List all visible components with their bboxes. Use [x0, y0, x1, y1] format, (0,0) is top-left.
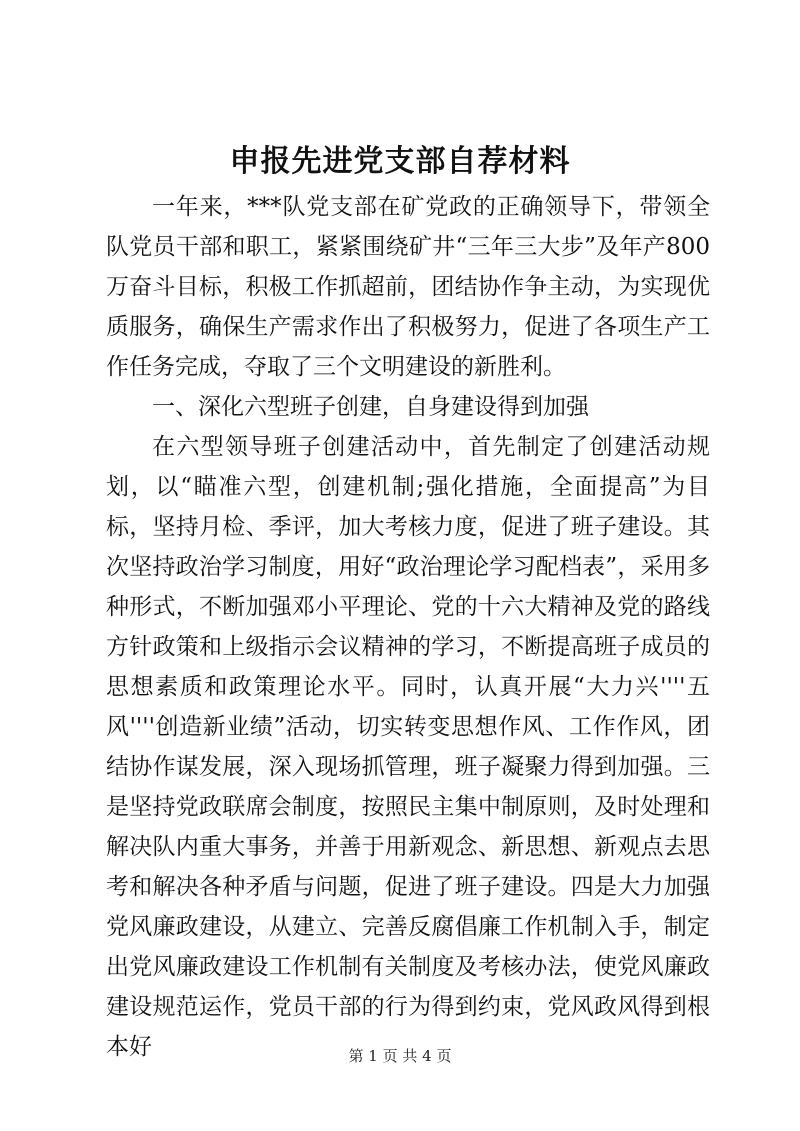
document-title: 申报先进党支部自荐材料 — [229, 144, 571, 179]
page-footer: 第 1 页 共 4 页 — [348, 1047, 452, 1065]
section-heading-1: 一、深化六型班子创建，自身建设得到加强 — [152, 394, 589, 420]
paragraph-intro: 一年来，***队党支部在矿党政的正确领导下，带领全队党员干部和职工，紧紧围绕矿井“三年三大步”及年产800万奋斗目标，积极工作抓超前，团结协作争主动，为实现优质服务，确保生产需求作出了积极努力，促进了各项生产工作任务完成，夺取了三个文明建设的新胜利。 — [106, 194, 710, 380]
document-body — [106, 187, 710, 1067]
paragraph-section-1: 在六型领导班子创建活动中，首先制定了创建活动规划，以“瞄准六型，创建机制;强化措施，全面提高”为目标，坚持月检、季评，加大考核力度，促进了班子建设。其次坚持政治学习制度，用好“政治理论学习配档表”，采用多种形式，不断加强邓小平理论、党的十六大精神及党的路线方针政策和上级指示会议精神的学习，不断提高班子成员的思想素质和政策理论水平。同时，认真开展“大力兴''''五风''''创造新业绩”活动，切实转变思想作风、工作作风，团结协作谋发展，深入现场抓管理，班子凝聚力得到加强。三是坚持党政联席会制度，按照民主集中制原则，及时处理和解决队内重大事务，并善于用新观念、新思想、新观点去思考和解决各种矛盾与问题，促进了班子建设。四是大力加强党风廉政建设，从建立、完善反腐倡廉工作机制入手，制定出党风廉政建设工作机制有关制度及考核办法，使党风廉政建设规范运作，党员干部的行为得到约束，党风政风得到根本好 — [106, 434, 710, 1060]
